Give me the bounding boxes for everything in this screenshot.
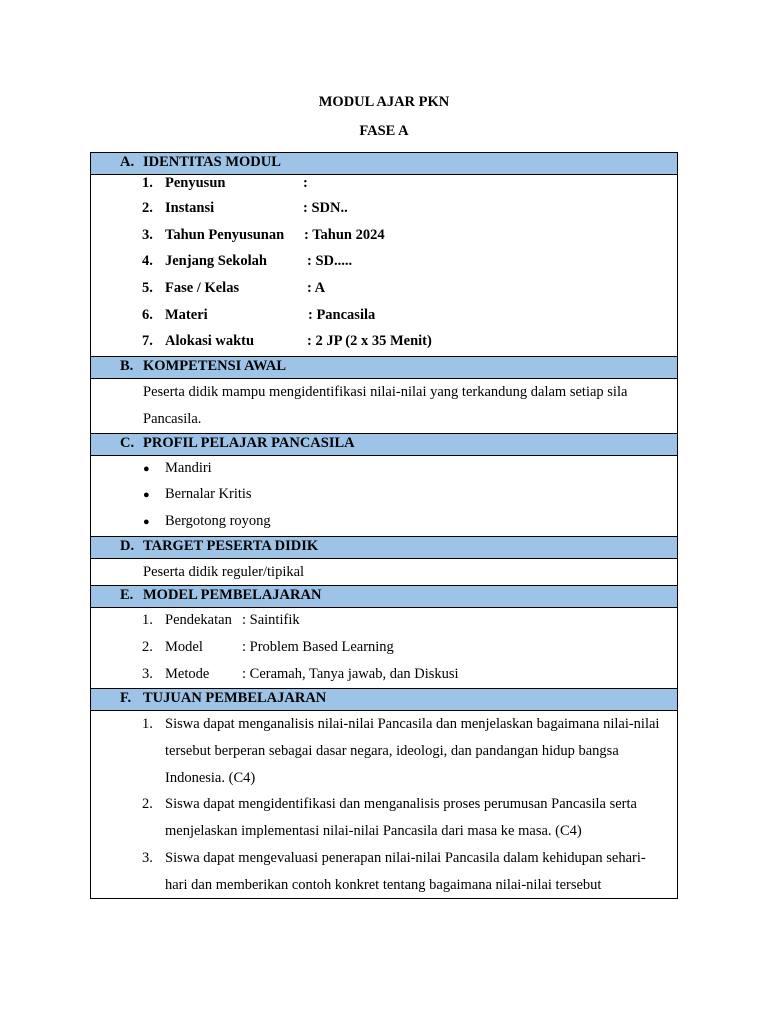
identity-row: 6. Materi : Pancasila xyxy=(142,306,376,323)
bullet-icon: ● xyxy=(143,515,150,528)
section-letter: B. xyxy=(120,358,134,375)
section-title: PROFIL PELAJAR PANCASILA xyxy=(143,434,355,451)
section-letter: A. xyxy=(120,154,135,170)
section-body-target xyxy=(91,559,677,587)
section-header-profil xyxy=(91,434,677,456)
section-header-target xyxy=(91,537,677,559)
section-letter: E. xyxy=(120,587,134,604)
list-item: 3. Siswa dapat mengevaluasi penerapan nilai-nilai Pancasila dalam kehidupan sehari-hari dan memberikan contoh konkret tentang bagaimana nilai-nilai tersebut xyxy=(142,849,646,893)
identity-row: 1. Penyusun : xyxy=(142,175,308,191)
section-title: TUJUAN PEMBELAJARAN xyxy=(143,690,327,707)
section-header-tujuan xyxy=(91,689,677,711)
bullet-icon: ● xyxy=(143,489,150,502)
section-title: IDENTITAS MODUL xyxy=(143,154,281,170)
identity-row: 7. Alokasi waktu : 2 JP (2 x 35 Menit) xyxy=(142,333,432,350)
section-title: MODEL PEMBELAJARAN xyxy=(143,587,322,604)
list-item: 1. Pendekatan : Saintifik xyxy=(142,612,300,629)
section-title: TARGET PESERTA DIDIK xyxy=(143,537,319,554)
section-letter: D. xyxy=(120,537,135,554)
section-header-kompetensi xyxy=(91,357,677,379)
identity-row: 5. Fase / Kelas : A xyxy=(142,280,326,297)
section-body-kompetensi xyxy=(91,379,677,433)
section-body-model xyxy=(91,608,677,689)
kompetensi-text: Peserta didik mampu mengidentifikasi nilai-nilai yang terkandung dalam setiap sila Pancasila. xyxy=(143,384,628,427)
section-body-profil xyxy=(91,456,677,537)
section-letter: C. xyxy=(120,434,135,451)
list-item: ● Mandiri xyxy=(143,459,212,476)
identity-row: 3. Tahun Penyusunan : Tahun 2024 xyxy=(142,226,385,243)
section-header-identitas xyxy=(91,153,677,175)
section-title: KOMPETENSI AWAL xyxy=(143,358,287,375)
section-body-identitas xyxy=(91,175,677,357)
identity-row: 2. Instansi : SDN.. xyxy=(142,200,348,216)
section-letter: F. xyxy=(120,690,132,707)
module-table xyxy=(90,152,678,899)
bullet-icon: ● xyxy=(143,462,150,475)
section-body-tujuan xyxy=(91,711,677,898)
list-item: 1. Siswa dapat menganalisis nilai-nilai Pancasila dan menjelaskan bagaimana nilai-nilai tersebut berperan sebagai dasar negara, ideologi, dan pandangan hidup bangsa Indonesia. (C4) xyxy=(142,716,660,786)
list-item: 2. Model : Problem Based Learning xyxy=(142,638,394,655)
identity-row: 4. Jenjang Sekolah : SD..... xyxy=(142,253,353,270)
list-item: ● Bernalar Kritis xyxy=(143,486,252,503)
document-title: MODUL AJAR PKN xyxy=(318,94,450,110)
section-header-model xyxy=(91,586,677,608)
document-subtitle: FASE A xyxy=(359,123,409,139)
target-text: Peserta didik reguler/tipikal xyxy=(143,563,305,580)
list-item: 3. Metode : Ceramah, Tanya jawab, dan Diskusi xyxy=(142,665,459,682)
list-item: ● Bergotong royong xyxy=(143,512,271,529)
list-item: 2. Siswa dapat mengidentifikasi dan menganalisis proses perumusan Pancasila serta menjelaskan implementasi nilai-nilai Pancasila dari masa ke masa. (C4) xyxy=(142,796,637,840)
